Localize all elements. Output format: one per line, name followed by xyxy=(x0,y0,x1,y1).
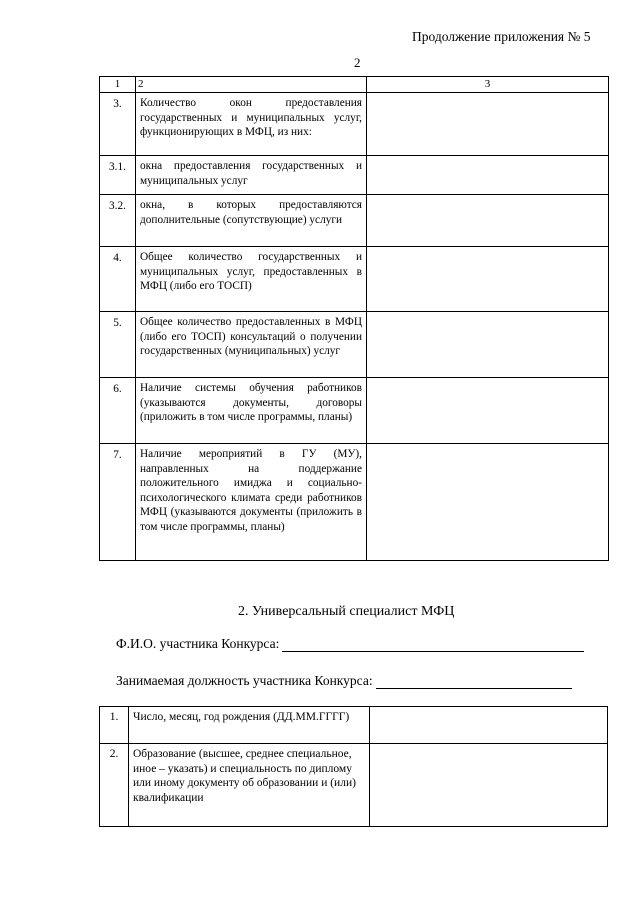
table-row xyxy=(100,707,608,744)
row-text: Наличие системы обучения работников (указываются документы, договоры (приложить в том числе программы, планы) xyxy=(136,378,367,444)
table-row xyxy=(100,93,609,156)
value-cell[interactable] xyxy=(367,378,609,444)
row-number: 3. xyxy=(100,93,136,156)
specialist-table xyxy=(99,706,608,827)
column-header-1: 1 xyxy=(100,77,136,93)
value-cell[interactable] xyxy=(370,707,608,744)
section-title: 2. Универсальный специалист МФЦ xyxy=(238,604,455,619)
table-row xyxy=(100,312,609,378)
row-text: Общее количество предоставленных в МФЦ (либо его ТОСП) консультаций о получении государственных (муниципальных) услуг xyxy=(136,312,367,378)
position-label: Занимаемая должность участника Конкурса: xyxy=(116,673,373,688)
indicators-table xyxy=(99,76,609,561)
row-text: Общее количество государственных и муниципальных услуг, предоставленных в МФЦ (либо его ТОСП) xyxy=(136,247,367,312)
table-row xyxy=(100,444,609,561)
fio-field xyxy=(116,636,584,652)
row-text: окна предоставления государственных и муниципальных услуг xyxy=(136,156,367,195)
column-header-2: 2 xyxy=(136,77,367,93)
value-cell[interactable] xyxy=(367,195,609,247)
row-number: 3.2. xyxy=(100,195,136,247)
position-input-line[interactable] xyxy=(376,674,572,689)
table-row xyxy=(100,247,609,312)
value-cell[interactable] xyxy=(367,312,609,378)
row-text: окна, в которых предоставляются дополнительные (сопутствующие) услуги xyxy=(136,195,367,247)
table-header-row xyxy=(100,77,609,93)
value-cell[interactable] xyxy=(370,744,608,827)
fio-label: Ф.И.О. участника Конкурса: xyxy=(116,636,280,651)
row-text: Наличие мероприятий в ГУ (МУ), направленных на поддержание положительного имиджа и социально-психологического климата среди работников МФЦ (указываются документы (приложить в том числе программы, планы) xyxy=(136,444,367,561)
row-number: 5. xyxy=(100,312,136,378)
row-number: 3.1. xyxy=(100,156,136,195)
table-row xyxy=(100,378,609,444)
row-text: Количество окон предоставления государственных и муниципальных услуг, функционирующих в МФЦ, из них: xyxy=(136,93,367,156)
row-number: 6. xyxy=(100,378,136,444)
row-number: 7. xyxy=(100,444,136,561)
row-text: Число, месяц, год рождения (ДД.ММ.ГГГГ) xyxy=(129,707,370,744)
row-number: 4. xyxy=(100,247,136,312)
column-header-3: 3 xyxy=(367,77,609,93)
page-number: 2 xyxy=(354,55,361,70)
fio-input-line[interactable] xyxy=(282,637,584,652)
table-row xyxy=(100,195,609,247)
value-cell[interactable] xyxy=(367,247,609,312)
row-text: Образование (высшее, среднее специальное, иное – указать) и специальность по диплому или иному документу об образовании и (или) квалификации xyxy=(129,744,370,827)
value-cell[interactable] xyxy=(367,156,609,195)
appendix-label: Продолжение приложения № 5 xyxy=(412,29,591,44)
table-row xyxy=(100,744,608,827)
table-row xyxy=(100,156,609,195)
row-number: 2. xyxy=(100,744,129,827)
value-cell[interactable] xyxy=(367,93,609,156)
value-cell[interactable] xyxy=(367,444,609,561)
row-number: 1. xyxy=(100,707,129,744)
position-field xyxy=(116,673,572,689)
